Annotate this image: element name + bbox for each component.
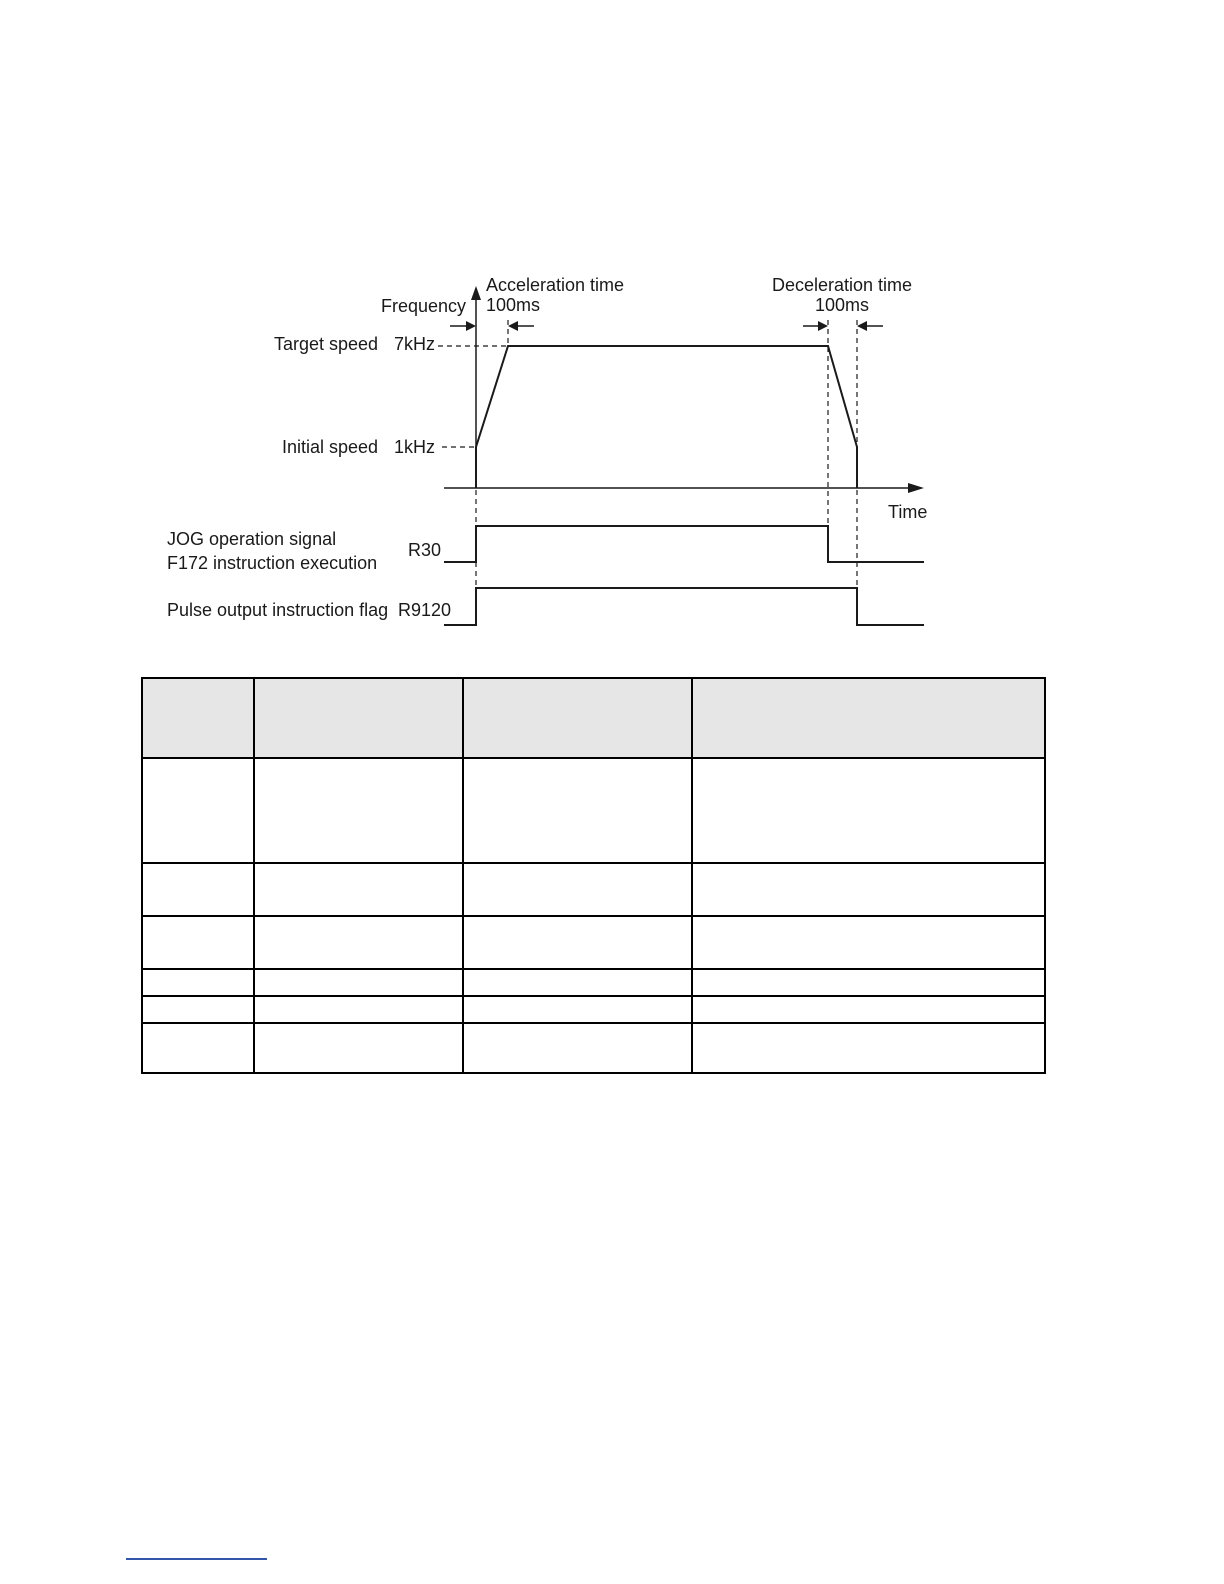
target-speed-value: 7kHz	[394, 334, 436, 354]
table-cell	[692, 1023, 1045, 1073]
table-cell	[254, 863, 463, 916]
table-cell	[463, 916, 692, 969]
table-row	[142, 969, 1045, 996]
table-cell	[254, 996, 463, 1023]
empty-table	[141, 677, 1046, 1074]
table-cell	[463, 863, 692, 916]
table-cell	[142, 996, 254, 1023]
time-axis-arrowhead	[908, 483, 924, 493]
signal1-label-line2: F172 instruction execution	[167, 553, 378, 573]
table-cell	[463, 1023, 692, 1073]
footnote-separator-line	[126, 1558, 267, 1560]
table-cell	[692, 916, 1045, 969]
table-row	[142, 996, 1045, 1023]
frequency-axis-label: Frequency	[380, 296, 466, 316]
signal2-label: Pulse output instruction flag	[167, 600, 389, 620]
table-cell	[142, 863, 254, 916]
frequency-axis-arrowhead	[471, 286, 481, 300]
r30-waveform	[444, 526, 924, 562]
table-cell	[692, 863, 1045, 916]
table-cell	[463, 758, 692, 863]
r9120-waveform	[444, 588, 924, 625]
table-cell	[692, 969, 1045, 996]
decel-arrowhead-right	[857, 321, 867, 331]
table-row	[142, 1023, 1045, 1073]
table-cell	[254, 916, 463, 969]
table-cell	[692, 758, 1045, 863]
table-cell	[142, 969, 254, 996]
signal1-name: R30	[408, 540, 442, 560]
acceleration-time-value: 100ms	[486, 295, 541, 315]
table-cell	[692, 996, 1045, 1023]
signal2-name: R9120	[398, 600, 452, 620]
signal1-label-line1: JOG operation signal	[167, 529, 337, 549]
table-cell	[254, 969, 463, 996]
initial-speed-value: 1kHz	[394, 437, 436, 457]
table-row	[142, 758, 1045, 863]
initial-speed-label: Initial speed	[282, 437, 379, 457]
table-header-row	[142, 678, 1045, 758]
deceleration-time-label: Deceleration time	[771, 275, 913, 295]
table-cell	[463, 678, 692, 758]
accel-arrowhead-left	[466, 321, 476, 331]
speed-profile	[476, 346, 857, 488]
acceleration-time-label: Acceleration time	[486, 275, 625, 295]
jog-timing-diagram	[0, 0, 1224, 680]
table-cell	[463, 996, 692, 1023]
table-row	[142, 863, 1045, 916]
accel-arrowhead-right	[508, 321, 518, 331]
table-cell	[692, 678, 1045, 758]
table-cell	[142, 916, 254, 969]
table-row	[142, 916, 1045, 969]
table-cell	[463, 969, 692, 996]
table-cell	[254, 1023, 463, 1073]
table-cell	[254, 758, 463, 863]
table-cell	[142, 1023, 254, 1073]
table-cell	[142, 758, 254, 863]
decel-arrowhead-left	[818, 321, 828, 331]
time-axis-label: Time	[888, 502, 928, 522]
target-speed-label: Target speed	[274, 334, 379, 354]
table-cell	[254, 678, 463, 758]
deceleration-time-value: 100ms	[814, 295, 870, 315]
table-cell	[142, 678, 254, 758]
